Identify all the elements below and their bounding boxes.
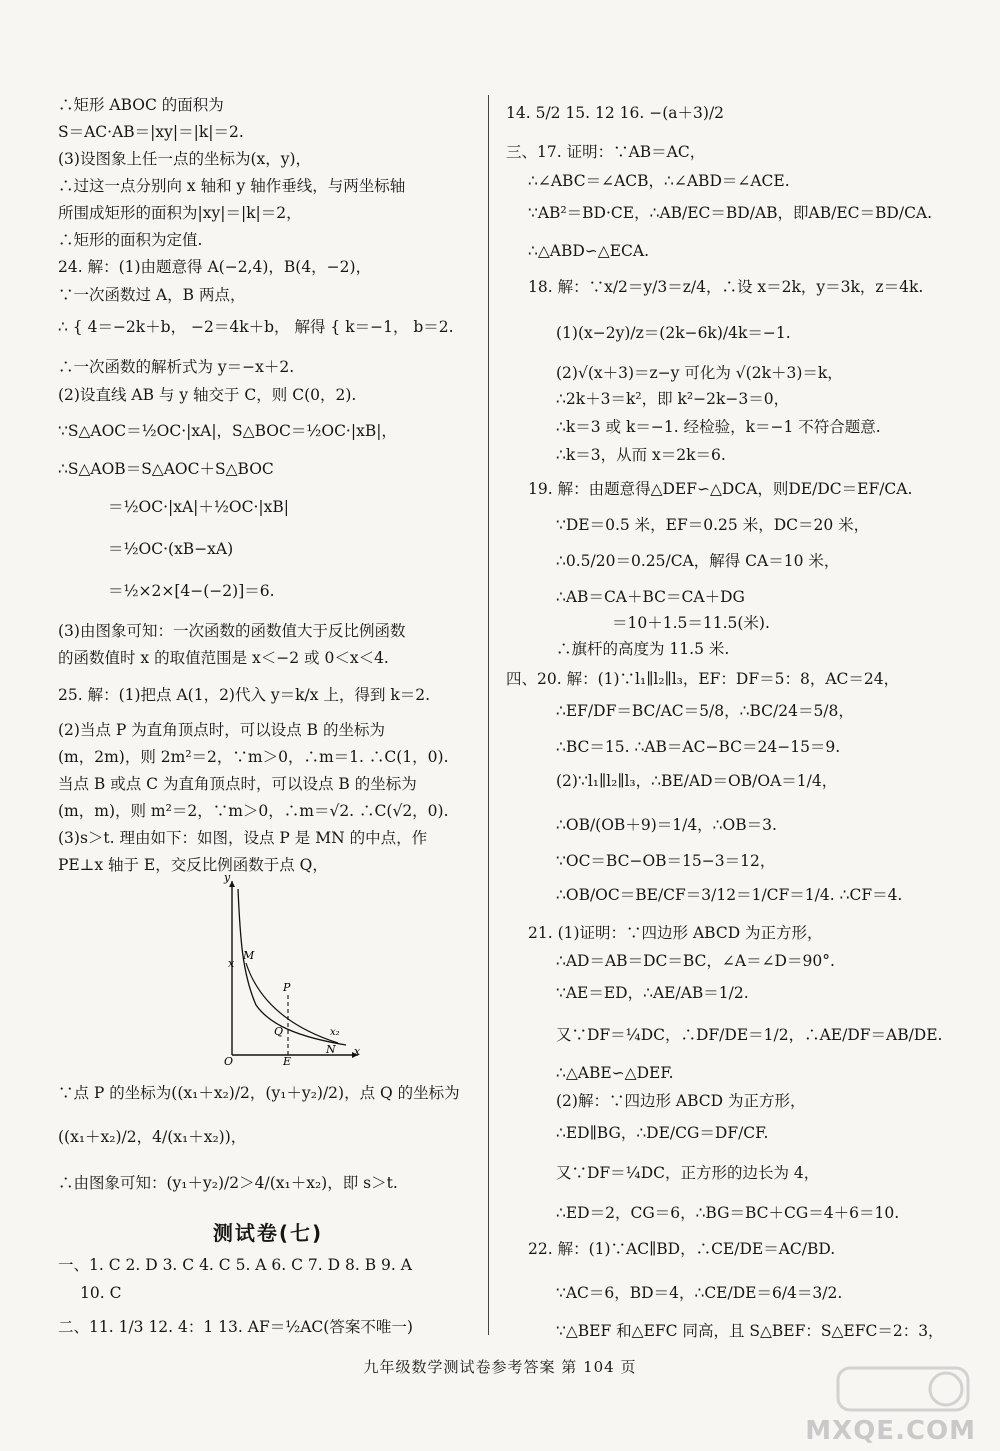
section-title: 测试卷(七) (212, 1221, 324, 1245)
text-line: (2)∵l₁∥l₂∥l₃，∴BE/AD＝OB/OA＝1/4， (556, 772, 838, 790)
text-line: 又∵DF＝¼DC，正方形的边长为 4， (556, 1164, 820, 1182)
text-line: (2)设直线 AB 与 y 轴交于 C，则 C(0，2). (58, 386, 357, 404)
problem-17-line: 三、17. 证明：∵AB＝AC， (506, 143, 706, 161)
problem-19-line: 19. 解：由题意得△DEF∽△DCA，则DE/DC＝EF/CA. (528, 480, 913, 498)
text-line: ∴AB＝CA＋BC＝CA＋DG (556, 588, 745, 606)
text-line: ∴AD＝AB＝DC＝BC，∠A＝∠D＝90°. (556, 952, 835, 970)
text-line: ∴由图象可知：(y₁＋y₂)/2＞4/(x₁＋x₂)，即 s＞t. (58, 1174, 398, 1192)
text-line: ∴过这一点分别向 x 轴和 y 轴作垂线，与两坐标轴 (58, 177, 406, 195)
text-line: (2)当点 P 为直角顶点时，可以设点 B 的坐标为 (58, 721, 385, 739)
text-line: (3)s＞t. 理由如下：如图，设点 P 是 MN 的中点，作 (58, 829, 428, 847)
problem-21-line: 21. (1)证明：∵四边形 ABCD 为正方形， (528, 924, 823, 942)
equation-system: ∴ { 4＝−2k＋b， −2＝4k＋b， 解得 { k＝−1， b＝2. (58, 318, 454, 336)
text-line: ∵AE＝ED，∴AE/AB＝1/2. (556, 984, 749, 1002)
answers-part-one: 一、1. C 2. D 3. C 4. C 5. A 6. C 7. D 8. B 9. A (58, 1256, 412, 1274)
text-line: ∴ED∥BG，∴DE/CG＝DF/CF. (556, 1124, 769, 1142)
inverse-function-graph (208, 875, 368, 1065)
problem-18-line: 18. 解：∵x/2＝y/3＝z/4，∴设 x＝2k，y＝3k，z＝4k. (528, 278, 924, 296)
point-p-label: P (283, 981, 291, 994)
text-line: ∵△BEF 和△EFC 同高，且 S△BEF：S△EFC＝2：3， (556, 1322, 944, 1340)
text-line: ∴矩形 ABOC 的面积为 (58, 96, 224, 114)
point-m-label: M (243, 949, 255, 962)
point-q-label: Q (274, 1025, 284, 1038)
text-line: (2)解：∵四边形 ABCD 为正方形， (556, 1092, 806, 1110)
text-line: ∴∠ABC＝∠ACB，∴∠ABD＝∠ACE. (528, 172, 790, 190)
text-line: ∴△ABD∽△ECA. (528, 242, 649, 260)
answers-part-two: 二、11. 1/3 12. 4：1 13. AF＝½AC(答案不唯一) (58, 1318, 413, 1336)
text-line: ∴S△AOB＝S△AOC＋S△BOC (58, 460, 274, 478)
text-line: ∴ED＝2，CG＝6，∴BG＝BC＋CG＝4＋6＝10. (556, 1204, 900, 1222)
text-line: ∵DE＝0.5 米，EF＝0.25 米，DC＝20 米， (556, 516, 870, 534)
text-line: (3)由图象可知：一次函数的函数值大于反比例函数 (58, 622, 406, 640)
watermark-text: MXQE.COM (805, 1416, 976, 1446)
text-line: ∵S△AOC＝½OC·|xA|，S△BOC＝½OC·|xB|， (58, 422, 397, 440)
text-line: ((x₁＋x₂)/2，4/(x₁＋x₂))， (58, 1128, 247, 1146)
text-line: ∴0.5/20＝0.25/CA，解得 CA＝10 米， (556, 552, 840, 570)
text-line: (m，2m)，则 2m²＝2，∵m＞0，∴m＝1. ∴C(1，0). (58, 748, 449, 766)
text-line: ∴一次函数的解析式为 y＝−x＋2. (58, 358, 295, 376)
origin-label: O (224, 1055, 234, 1065)
text-line: ∵AC＝6，BD＝4，∴CE/DE＝6/4＝3/2. (556, 1284, 843, 1302)
text-line: ∴矩形的面积为定值. (58, 231, 203, 249)
text-line: (m，m)，则 m²＝2，∵m＞0，∴m＝√2. ∴C(√2，0). (58, 802, 449, 820)
text-line: ∴k＝3，从而 x＝2k＝6. (556, 446, 726, 464)
text-line: 的函数值时 x 的取值范围是 x＜−2 或 0＜x＜4. (58, 649, 389, 667)
text-line: ∴OB/(OB＋9)＝1/4，∴OB＝3. (556, 816, 777, 834)
text-line: ∵OC＝BC−OB＝15−3＝12， (556, 852, 776, 870)
text-line: ＝½OC·|xA|＋½OC·|xB| (108, 498, 289, 516)
problem-25-line: 25. 解：(1)把点 A(1，2)代入 y＝k/x 上，得到 k＝2. (58, 686, 431, 704)
column-divider (488, 95, 489, 1335)
x1-label: x (228, 957, 235, 970)
x-axis-label: x (354, 1045, 361, 1058)
text-line: ＝10＋1.5＝11.5(米). (612, 614, 770, 632)
text-line: 当点 B 或点 C 为直角顶点时，可以设点 B 的坐标为 (58, 775, 417, 793)
problem-20-line: 四、20. 解：(1)∵l₁∥l₂∥l₃，EF：DF＝5：8，AC＝24， (506, 670, 900, 688)
text-line: ∴BC＝15. ∴AB＝AC−BC＝24−15＝9. (556, 738, 841, 756)
problem-22-line: 22. 解：(1)∵AC∥BD，∴CE/DE＝AC/BD. (528, 1240, 836, 1258)
text-line: ∴EF/DF＝BC/AC＝5/8，∴BC/24＝5/8， (556, 702, 854, 720)
page-footer: 九年级数学测试卷参考答案 第 104 页 (363, 1358, 637, 1376)
text-line: ∴2k＋3＝k²，即 k²−2k−3＝0， (556, 390, 790, 408)
point-n-label: N (326, 1043, 336, 1056)
text-line: 又∵DF＝¼DC，∴DF/DE＝1/2，∴AE/DF＝AB/DE. (556, 1026, 943, 1044)
text-line: PE⊥x 轴于 E，交反比例函数于点 Q， (58, 856, 328, 874)
text-line: ∵点 P 的坐标为((x₁＋x₂)/2，(y₁＋y₂)/2)，点 Q 的坐标为 (58, 1084, 460, 1102)
text-line: (3)设图象上任一点的坐标为(x，y)， (58, 150, 312, 168)
problem-24-line: 24. 解：(1)由题意得 A(−2,4)，B(4，−2)， (58, 258, 372, 276)
text-line: 所围成矩形的面积为|xy|＝|k|＝2， (58, 204, 302, 222)
text-line: ＝½×2×[4−(−2)]＝6. (108, 582, 275, 600)
text-line: ∴△ABE∽△DEF. (556, 1064, 674, 1082)
text-line: ∵AB²＝BD·CE，∴AB/EC＝BD/AB，即AB/EC＝BD/CA. (528, 204, 933, 222)
text-line: (1)(x−2y)/z＝(2k−6k)/4k＝−1. (556, 324, 791, 342)
text-line: ＝½OC·(xB−xA) (108, 540, 234, 558)
text-line: ∵一次函数过 A，B 两点， (58, 286, 246, 304)
text-line: ∴旗杆的高度为 11.5 米. (556, 640, 730, 658)
point-e-label: E (283, 1055, 292, 1065)
x2-label: x₂ (330, 1027, 340, 1038)
answers-part-one-cont: 10. C (80, 1284, 122, 1302)
text-line: S＝AC·AB＝|xy|＝|k|＝2. (58, 123, 244, 141)
text-line: (2)√(x＋3)＝z−y 可化为 √(2k＋3)＝k， (556, 364, 843, 382)
y-axis-label: y (224, 875, 231, 884)
text-line: 14. 5/2 15. 12 16. −(a＋3)/2 (506, 104, 725, 122)
text-line: ∴k＝3 或 k＝−1. 经检验，k＝−1 不符合题意. (556, 418, 881, 436)
text-line: ∴OB/OC＝BE/CF＝3/12＝1/CF＝1/4. ∴CF＝4. (556, 886, 903, 904)
